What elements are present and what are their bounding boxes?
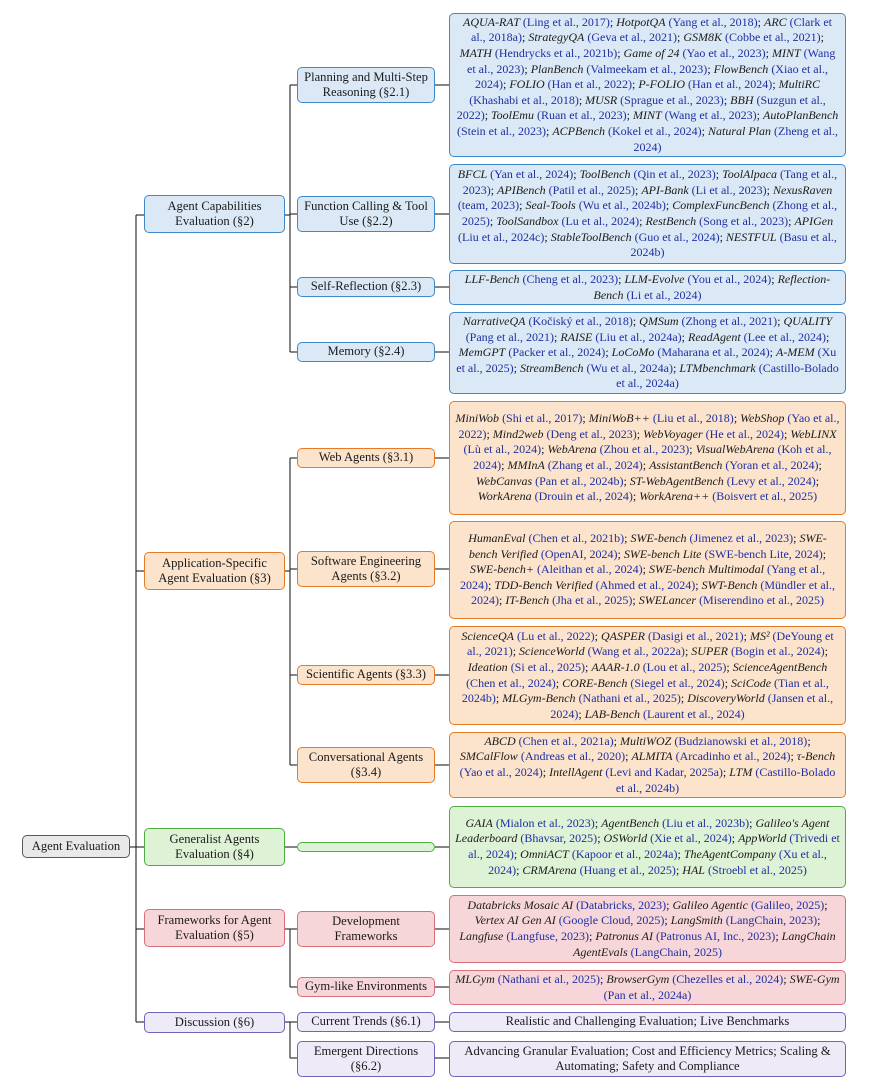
citation: (Stein et al., 2023) <box>457 123 546 138</box>
benchmark-name: WorkArena++ <box>639 489 710 504</box>
citation: (Packer et al., 2024) <box>508 345 606 360</box>
benchmark-name: Mind2web <box>492 426 544 441</box>
benchmark-name: SWE-bench Multimodal <box>648 562 764 577</box>
subsection-gym-environments: Gym-like Environments <box>297 977 435 997</box>
section-application: Application-Specific Agent Evaluation (§3) <box>144 552 285 590</box>
benchmark-name: LAB-Bench <box>584 706 641 721</box>
benchmark-name: LoCoMo <box>611 345 655 360</box>
benchmark-name: AppWorld <box>738 831 787 846</box>
benchmark-name: ALMITA <box>631 749 673 764</box>
benchmark-name: MS² <box>749 628 770 643</box>
section-frameworks: Frameworks for Agent Evaluation (§5) <box>144 909 285 947</box>
subsection-self-reflection: Self-Reflection (§2.3) <box>297 277 435 297</box>
citation: (Zheng et al., 2024) <box>633 123 838 154</box>
benchmark-name: LTM <box>729 765 753 779</box>
benchmark-name: Vertex AI Gen AI <box>474 913 556 928</box>
citation: (Budzianowski et al., 2018) <box>674 733 808 748</box>
benchmark-name: SWELancer <box>638 593 697 608</box>
benchmark-name: LangChain AgentEvals <box>573 929 836 959</box>
citation: (LangChain, 2025) <box>630 944 722 959</box>
benchmark-name: ToolSandbox <box>496 214 559 228</box>
benchmark-name: ToolEmu <box>491 108 534 123</box>
benchmark-name: QMSum <box>639 314 679 329</box>
citation: (Arcadinho et al., 2024) <box>675 749 791 764</box>
benchmark-name: ToolAlpaca <box>722 167 778 182</box>
citation: (Yang et al., 2024) <box>459 562 826 592</box>
citation: (Jansen et al., 2024) <box>550 691 834 721</box>
benchmark-name: MINT <box>632 108 662 123</box>
benchmark-name: ScienceQA <box>461 628 514 643</box>
refs-generalist: GAIA (Mialon et al., 2023); AgentBench (Liu et al., 2023b); Galileo's Agent Leaderboard (Bhavsar, 2025); OSWorld (Xie et al., 2024); AppWorld (Trivedi et al., 2024); OmniACT (Kapoor et al., 2024a); TheAgentCompany (Xu et al., 2024); CRMArena (Huang et al., 2025); HAL (Stroebl et al., 2025) <box>449 806 846 888</box>
citation: (Google Cloud, 2025) <box>558 913 665 928</box>
citation: (Xu et al., 2025) <box>456 345 837 375</box>
benchmark-name: NESTFUL <box>725 229 777 244</box>
refs-conversational: ABCD (Chen et al., 2021a); MultiWOZ (Budzianowski et al., 2018); SMCalFlow (Andreas et al., 2020); ALMITA (Arcadinho et al., 2024); τ-Bench (Yao et al., 2024); IntellAgent (Levi and Kadar, 2025a); LTM (Castillo-Bolado et al., 2024b) <box>449 732 846 798</box>
citation: (Valmeekam et al., 2023) <box>586 61 708 76</box>
benchmark-name: BFCL <box>457 167 488 182</box>
citation: (Chen et al., 2024) <box>466 675 556 690</box>
benchmark-name: ST-WebAgentBench <box>629 473 724 488</box>
citation: (Liu et al., 2024a) <box>595 329 682 344</box>
benchmark-name: PlanBench <box>530 61 584 76</box>
refs-memory: NarrativeQA (Kočiský et al., 2018); QMSum (Zhong et al., 2021); QUALITY (Pang et al., 2021); RAISE (Liu et al., 2024a); ReadAgent (Lee et al., 2024); MemGPT (Packer et al., 2024); LoCoMo (Maharana et al., 2024); A-MEM (Xu et al., 2025); StreamBench (Wu et al., 2024a); LTMbenchmark (Castillo-Bolado et al., 2024a) <box>449 312 846 394</box>
subsection-conversational: Conversational Agents (§3.4) <box>297 747 435 783</box>
benchmark-name: Reflection-Bench <box>593 271 831 302</box>
citation: (Song et al., 2023) <box>699 214 789 228</box>
benchmark-name: DiscoveryWorld <box>687 691 765 706</box>
benchmark-name: Langfuse <box>459 929 504 943</box>
citation: (Langfuse, 2023) <box>506 929 589 943</box>
benchmark-name: HotpotQA <box>616 14 666 29</box>
benchmark-name: MemGPT <box>458 345 506 360</box>
benchmark-name: WebShop <box>740 411 785 426</box>
citation: (Wang et al., 2023) <box>664 108 757 123</box>
benchmark-name: GAIA <box>465 815 493 830</box>
citation: (Lee et al., 2024) <box>743 329 826 344</box>
subsection-generalist-empty <box>297 842 435 852</box>
citation: (Xiao et al., 2024) <box>474 61 828 92</box>
benchmark-name: MultiWOZ <box>619 733 672 748</box>
citation: (Mialon et al., 2023) <box>495 815 595 830</box>
citation: (Shi et al., 2017) <box>502 411 583 426</box>
citation: (Kapoor et al., 2024a) <box>571 847 678 861</box>
citation: (Jimenez et al., 2023) <box>689 531 794 546</box>
subsection-current-trends: Current Trends (§6.1) <box>297 1012 435 1032</box>
citation: (Bhavsar, 2025) <box>520 831 598 846</box>
refs-web-agents: MiniWob (Shi et al., 2017); MiniWoB++ (Liu et al., 2018); WebShop (Yao et al., 2022); Mind2web (Deng et al., 2023); WebVoyager (He et al., 2024); WebLINX (Lù et al., 2024); WebArena (Zhou et al., 2023); VisualWebArena (Koh et al., 2024); MMInA (Zhang et al., 2024); AssistantBench (Yoran et al., 2024); WebCanvas (Pan et al., 2024b); ST-WebAgentBench (Levy et al., 2024); WorkArena (Drouin et al., 2024); WorkArena++ (Boisvert et al., 2025) <box>449 401 846 515</box>
citation: (SWE-bench Lite, 2024) <box>704 546 823 561</box>
benchmark-name: SWE-bench <box>630 531 687 546</box>
benchmark-name: OSWorld <box>603 831 648 846</box>
citation: (Guo et al., 2024) <box>634 229 720 244</box>
subsection-scientific: Scientific Agents (§3.3) <box>297 665 435 685</box>
benchmark-name: SWT-Bench <box>701 577 758 592</box>
benchmark-name: AutoPlanBench <box>762 108 839 123</box>
benchmark-name: WebArena <box>547 442 597 457</box>
benchmark-name: MiniWob <box>455 411 500 426</box>
refs-scientific: ScienceQA (Lu et al., 2022); QASPER (Dasigi et al., 2021); MS² (DeYoung et al., 2021); ScienceWorld (Wang et al., 2022a); SUPER (Bogin et al., 2024); Ideation (Si et al., 2025); AAAR-1.0 (Lou et al., 2025); ScienceAgentBench (Chen et al., 2024); CORE-Bench (Siegel et al., 2024); SciCode (Tian et al., 2024b); MLGym-Bench (Nathani et al., 2025); DiscoveryWorld (Jansen et al., 2024); LAB-Bench (Laurent et al., 2024) <box>449 626 846 725</box>
benchmark-name: LangSmith <box>670 913 723 928</box>
citation: (Chen et al., 2021b) <box>528 531 625 546</box>
benchmark-name: WebVoyager <box>643 426 703 441</box>
citation: (Mündler et al., 2024) <box>470 577 836 608</box>
citation: (Trivedi et al., 2024) <box>468 831 840 861</box>
section-capabilities: Agent Capabilities Evaluation (§2) <box>144 195 285 233</box>
citation: (Xu et al., 2024) <box>488 847 827 877</box>
citation: (Pan et al., 2024a) <box>603 987 692 1002</box>
citation: (Li et al., 2023) <box>691 182 767 197</box>
benchmark-name: AAAR-1.0 <box>591 659 640 674</box>
benchmark-name: RAISE <box>560 329 593 344</box>
benchmark-name: Seal-Tools <box>525 198 576 213</box>
benchmark-name: HAL <box>682 862 705 877</box>
benchmark-name: SMCalFlow <box>459 749 518 764</box>
citation: (Cheng et al., 2023) <box>522 271 619 286</box>
citation: (DeYoung et al., 2021) <box>467 628 834 659</box>
benchmark-name: NarrativeQA <box>462 314 526 329</box>
citation: (Patronus AI, Inc., 2023) <box>655 929 776 943</box>
citation: (OpenAI, 2024) <box>540 546 618 561</box>
citation: (Lu et al., 2024) <box>561 214 640 228</box>
benchmark-name: StreamBench <box>519 360 584 375</box>
benchmark-name: RestBench <box>645 214 697 228</box>
benchmark-name: P-FOLIO <box>638 77 685 92</box>
citation: (Tang et al., 2023) <box>462 167 838 197</box>
benchmark-name: MiniWoB++ <box>588 411 650 426</box>
citation: (Han et al., 2024) <box>688 77 773 92</box>
citation: (Nathani et al., 2025) <box>578 691 681 706</box>
citation: (Aleithan et al., 2024) <box>537 562 643 577</box>
citation: (Yang et al., 2018) <box>668 14 758 29</box>
citation: (Yao et al., 2024) <box>459 765 543 779</box>
benchmark-name: MATH <box>459 46 492 61</box>
citation: (You et al., 2024) <box>687 271 772 286</box>
citation: (Pang et al., 2021) <box>465 329 554 344</box>
citation: (Kočiský et al., 2018) <box>528 314 633 329</box>
benchmark-name: BrowserGym <box>606 971 670 986</box>
citation: (Dasigi et al., 2021) <box>647 628 744 643</box>
benchmark-name: MultiRC <box>778 77 820 92</box>
benchmark-name: LTMbenchmark <box>679 360 756 375</box>
citation: (Ahmed et al., 2024) <box>595 577 696 592</box>
citation: (Lou et al., 2025) <box>642 659 727 674</box>
root-node: Agent Evaluation <box>22 835 130 858</box>
citation: (Nathani et al., 2025) <box>497 971 601 986</box>
benchmark-name: TDD-Bench Verified <box>494 577 593 592</box>
citation: (Bogin et al., 2024) <box>730 644 825 659</box>
section-discussion: Discussion (§6) <box>144 1012 285 1033</box>
citation: (Deng et al., 2023) <box>546 426 637 441</box>
benchmark-name: QASPER <box>600 628 645 643</box>
citation: (Liu et al., 2024c) <box>458 229 545 244</box>
citation: (Yao et al., 2022) <box>458 411 840 441</box>
citation: (Xie et al., 2024) <box>650 831 732 846</box>
citation: (Pan et al., 2024b) <box>535 473 624 488</box>
citation: (Levi and Kadar, 2025a) <box>605 765 723 779</box>
benchmark-name: SUPER <box>691 644 728 659</box>
benchmark-name: WebLINX <box>790 426 837 441</box>
benchmark-name: SWE-bench Lite <box>623 546 702 561</box>
subsection-function-calling: Function Calling & Tool Use (§2.2) <box>297 196 435 232</box>
benchmark-name: ReadAgent <box>688 329 741 344</box>
benchmark-name: Ideation <box>467 659 508 674</box>
citation: (Cobbe et al., 2021) <box>724 30 821 45</box>
citation: (LangChain, 2023) <box>725 913 818 928</box>
citation: (Geva et al., 2021) <box>587 30 677 45</box>
benchmark-name: FOLIO <box>509 77 545 92</box>
refs-software-engineering: HumanEval (Chen et al., 2021b); SWE-bench (Jimenez et al., 2023); SWE-bench Verified (OpenAI, 2024); SWE-bench Lite (SWE-bench Lite, 2024); SWE-bench+ (Aleithan et al., 2024); SWE-bench Multimodal (Yang et al., 2024); TDD-Bench Verified (Ahmed et al., 2024); SWT-Bench (Mündler et al., 2024); IT-Bench (Jha et al., 2025); SWELancer (Miserendino et al., 2025) <box>449 521 846 619</box>
refs-function-calling: BFCL (Yan et al., 2024); ToolBench (Qin et al., 2023); ToolAlpaca (Tang et al., 2023); APIBench (Patil et al., 2025); API-Bank (Li et al., 2023); NexusRaven (team, 2023); Seal-Tools (Wu et al., 2024b); ComplexFuncBench (Zhong et al., 2025); ToolSandbox (Lu et al., 2024); RestBench (Song et al., 2023); APIGen (Liu et al., 2024c); StableToolBench (Guo et al., 2024); NESTFUL (Basu et al., 2024b) <box>449 164 846 264</box>
citation: (Maharana et al., 2024) <box>657 345 770 360</box>
benchmark-name: SWE-bench Verified <box>468 531 827 561</box>
citation: (Zhou et al., 2023) <box>599 442 690 457</box>
citation: (Chen et al., 2021a) <box>518 733 614 748</box>
benchmark-name: VisualWebArena <box>695 442 775 457</box>
citation: (Databricks, 2023) <box>576 897 667 912</box>
citation: (Hendrycks et al., 2021b) <box>494 46 618 61</box>
benchmark-name: ARC <box>764 14 787 29</box>
benchmark-name: AQUA-RAT <box>462 14 520 29</box>
benchmark-name: CORE-Bench <box>562 675 628 690</box>
citation: (Stroebl et al., 2025) <box>707 862 807 877</box>
refs-dev-frameworks: Databricks Mosaic AI (Databricks, 2023); Galileo Agentic (Galileo, 2025); Vertex AI Gen AI (Google Cloud, 2025); LangSmith (LangChain, 2023); Langfuse (Langfuse, 2023); Patronus AI (Patronus AI, Inc., 2023); LangChain AgentEvals (LangChain, 2025) <box>449 895 846 963</box>
citation: (Kokel et al., 2024) <box>608 123 702 138</box>
benchmark-name: WorkArena <box>477 489 532 504</box>
citation: (Yoran et al., 2024) <box>725 458 819 472</box>
benchmark-name: IntellAgent <box>549 765 603 779</box>
citation: (Wang et al., 2023) <box>467 46 836 76</box>
benchmark-name: ScienceAgentBench <box>732 659 828 674</box>
benchmark-name: OmniACT <box>520 847 569 861</box>
benchmark-name: ABCD <box>484 733 516 748</box>
citation: (Clark et al., 2018a) <box>471 14 832 45</box>
benchmark-name: LLM-Evolve <box>624 271 685 286</box>
citation: (Castillo-Bolado et al., 2024b) <box>615 765 836 795</box>
benchmark-name: API-Bank <box>641 182 689 197</box>
benchmark-name: MLGym-Bench <box>502 691 576 706</box>
citation: (Yao et al., 2023) <box>682 46 766 61</box>
subsection-dev-frameworks: Development Frameworks <box>297 911 435 947</box>
citation: (Andreas et al., 2020) <box>520 749 626 764</box>
subsection-memory: Memory (§2.4) <box>297 342 435 362</box>
benchmark-name: ToolBench <box>579 167 631 182</box>
citation: (Basu et al., 2024b) <box>630 229 837 260</box>
benchmark-name: SWE-bench+ <box>469 562 534 577</box>
benchmark-name: A-MEM <box>775 345 815 360</box>
benchmark-name: StableToolBench <box>550 229 632 244</box>
benchmark-name: MINT <box>771 46 801 61</box>
citation: (Levy et al., 2024) <box>726 473 816 488</box>
citation: (Wu et al., 2024b) <box>578 198 666 213</box>
subsection-software-engineering: Software Engineering Agents (§3.2) <box>297 551 435 587</box>
citation: (Tian et al., 2024b) <box>461 675 829 706</box>
refs-self-reflection: LLF-Bench (Cheng et al., 2023); LLM-Evolve (You et al., 2024); Reflection-Bench (Li et al., 2024) <box>449 270 846 305</box>
citation: (Liu et al., 2018) <box>652 411 734 426</box>
benchmark-name: Galileo Agentic <box>672 897 748 912</box>
benchmark-name: CRMArena <box>522 862 577 877</box>
benchmark-name: APIBench <box>497 182 546 197</box>
citation: (Suzgun et al., 2022) <box>456 92 826 123</box>
benchmark-name: ComplexFuncBench <box>672 198 770 213</box>
benchmark-name: Patronus AI <box>595 929 653 943</box>
citation: (Li et al., 2024) <box>626 287 702 302</box>
citation: (Si et al., 2025) <box>510 659 586 674</box>
benchmark-name: IT-Bench <box>505 593 550 608</box>
benchmark-name: MLGym <box>455 971 495 986</box>
citation: (Yan et al., 2024) <box>490 167 574 182</box>
citation: (Zhong et al., 2021) <box>681 314 778 329</box>
benchmark-name: MMInA <box>507 458 545 472</box>
citation: (Sprague et al., 2023) <box>620 92 724 107</box>
citation: (Zhang et al., 2024) <box>547 458 643 472</box>
benchmark-name: Galileo's Agent Leaderboard <box>455 815 830 846</box>
subsection-web-agents: Web Agents (§3.1) <box>297 448 435 468</box>
benchmark-name: BBH <box>730 92 754 107</box>
subsection-planning: Planning and Multi-Step Reasoning (§2.1) <box>297 67 435 103</box>
benchmark-name: τ-Bench <box>796 749 836 764</box>
citation: (Chezelles et al., 2024) <box>672 971 784 986</box>
benchmark-name: AssistantBench <box>649 458 723 472</box>
citation: (Castillo-Bolado et al., 2024a) <box>616 360 839 391</box>
benchmark-name: TheAgentCompany <box>683 847 776 861</box>
benchmark-name: MUSR <box>585 92 618 107</box>
benchmark-name: FlowBench <box>713 61 769 76</box>
citation: (Koh et al., 2024) <box>473 442 832 472</box>
citation: (Qin et al., 2023) <box>633 167 716 182</box>
citation: (Drouin et al., 2024) <box>534 489 633 504</box>
benchmark-name: QUALITY <box>783 314 833 329</box>
citation: (Boisvert et al., 2025) <box>712 489 818 504</box>
benchmark-name: SciCode <box>731 675 772 690</box>
citation: (Jha et al., 2025) <box>552 593 633 608</box>
benchmark-name: StrategyQA <box>528 30 585 45</box>
benchmark-name: AgentBench <box>601 815 660 830</box>
citation: (Siegel et al., 2024) <box>630 675 725 690</box>
benchmark-name: Databricks Mosaic AI <box>467 897 574 912</box>
citation: (Miserendino et al., 2025) <box>699 593 825 608</box>
citation: (He et al., 2024) <box>705 426 784 441</box>
citation: (Wang et al., 2022a) <box>587 644 685 659</box>
citation: (Lu et al., 2022) <box>516 628 595 643</box>
citation: (team, 2023) <box>457 198 520 213</box>
benchmark-name: Natural Plan <box>707 123 771 138</box>
refs-gym-environments: MLGym (Nathani et al., 2025); BrowserGym (Chezelles et al., 2024); SWE-Gym (Pan et al., 2024a) <box>449 970 846 1005</box>
benchmark-name: GSM8K <box>683 30 722 45</box>
benchmark-name: SWE-Gym <box>789 971 840 986</box>
section-generalist: Generalist Agents Evaluation (§4) <box>144 828 285 866</box>
trends-text: Realistic and Challenging Evaluation; Live Benchmarks <box>449 1012 846 1032</box>
benchmark-name: NexusRaven <box>772 182 833 197</box>
citation: (Zhong et al., 2025) <box>461 198 838 228</box>
citation: (Galileo, 2025) <box>750 897 825 912</box>
citation: (Han et al., 2022) <box>547 77 632 92</box>
subsection-emergent-directions: Emergent Directions (§6.2) <box>297 1041 435 1077</box>
directions-text: Advancing Granular Evaluation; Cost and Efficiency Metrics; Scaling & Automating; Safety and Compliance <box>449 1041 846 1077</box>
citation: (Khashabi et al., 2018) <box>469 92 579 107</box>
citation: (Huang et al., 2025) <box>579 862 676 877</box>
citation: (Patil et al., 2025) <box>548 182 635 197</box>
citation: (Wu et al., 2024a) <box>586 360 673 375</box>
benchmark-name: Game of 24 <box>623 46 680 61</box>
benchmark-name: ACPBench <box>552 123 605 138</box>
citation: (Liu et al., 2023b) <box>662 815 750 830</box>
benchmark-name: APIGen <box>794 214 834 228</box>
citation: (Ruan et al., 2023) <box>536 108 627 123</box>
citation: (Laurent et al., 2024) <box>643 706 745 721</box>
benchmark-name: ScienceWorld <box>519 644 585 659</box>
benchmark-name: LLF-Bench <box>464 271 520 286</box>
benchmark-name: WebCanvas <box>475 473 533 488</box>
benchmark-name: HumanEval <box>468 531 526 546</box>
refs-planning: AQUA-RAT (Ling et al., 2017); HotpotQA (Yang et al., 2018); ARC (Clark et al., 2018a); StrategyQA (Geva et al., 2021); GSM8K (Cobbe et al., 2021); MATH (Hendrycks et al., 2021b); Game of 24 (Yao et al., 2023); MINT (Wang et al., 2023); PlanBench (Valmeekam et al., 2023); FlowBench (Xiao et al., 2024); FOLIO (Han et al., 2022); P-FOLIO (Han et al., 2024); MultiRC (Khashabi et al., 2018); MUSR (Sprague et al., 2023); BBH (Suzgun et al., 2022); ToolEmu (Ruan et al., 2023); MINT (Wang et al., 2023); AutoPlanBench (Stein et al., 2023); ACPBench (Kokel et al., 2024); Natural Plan (Zheng et al., 2024) <box>449 13 846 157</box>
citation: (Ling et al., 2017) <box>522 14 610 29</box>
citation: (Lù et al., 2024) <box>463 442 542 457</box>
